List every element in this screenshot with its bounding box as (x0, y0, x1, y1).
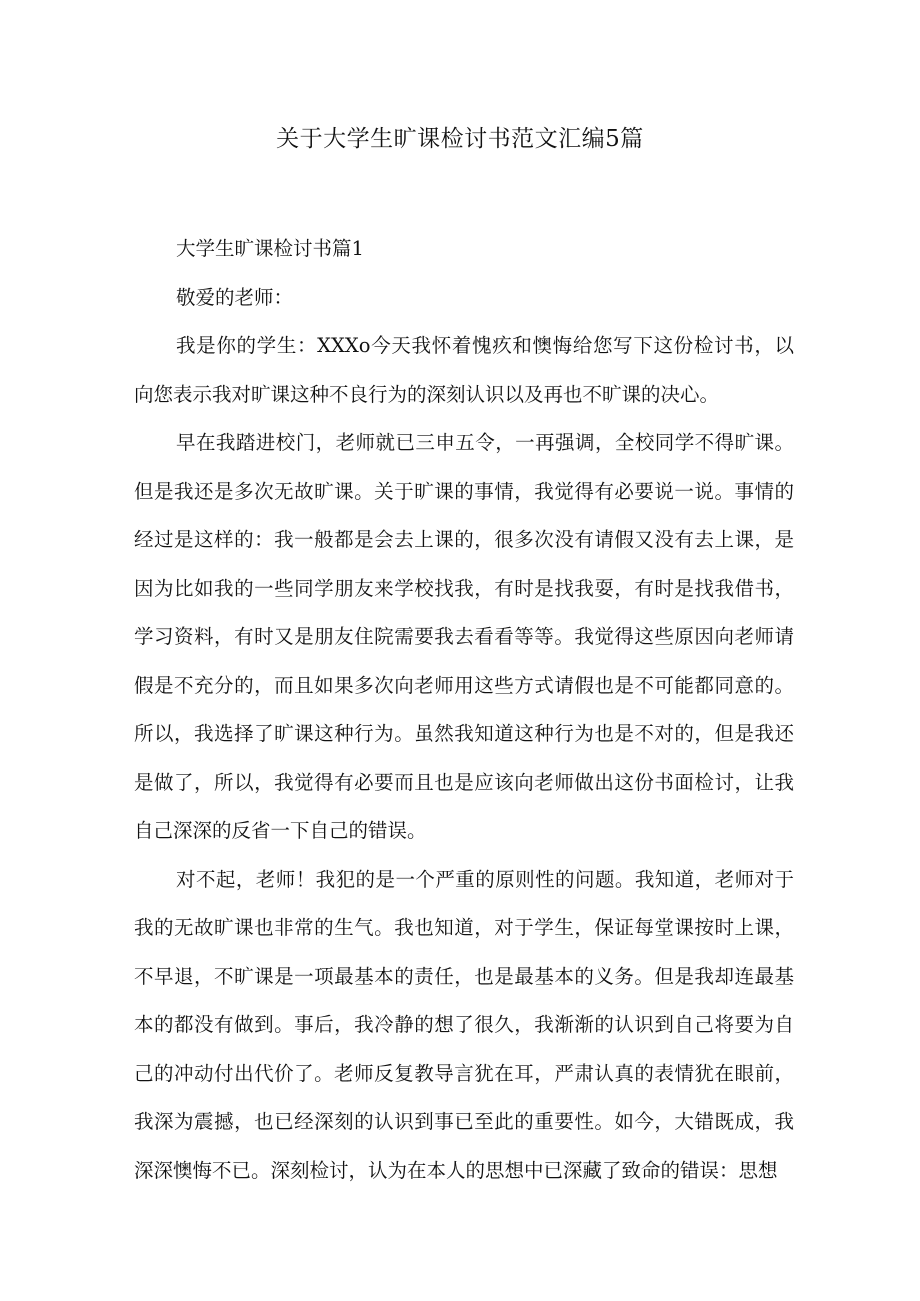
document-title: 关于大学生旷课检讨书范文汇编5篇 (276, 126, 644, 152)
document-body (134, 225, 794, 1195)
salutation: 敬爱的老师： (176, 285, 294, 309)
body-paragraph-background: 早在我踏进校门，老师就已三申五令，一再强调，全校同学不得旷课。但是我还是多次无故旷课。关于旷课的事情，我觉得有必要说一说。事情的经过是这样的：我一般都是会去上课的，很多次没有请假又没有去上课，是因为比如我的一些同学朋友来学校找我，有时是找我耍，有时是找我借书，学习资料，有时又是朋友住院需要我去看看等等。我觉得这些原因向老师请假是不充分的，而且如果多次向老师用这些方式请假也是不可能都同意的。所以，我选择了旷课这种行为。虽然我知道这种行为也是不对的，但是我还是做了，所以，我觉得有必要而且也是应该向老师做出这份书面检讨，让我自己深深的反省一下自己的错误。 (134, 431, 794, 842)
body-paragraph-intro: 我是你的学生：XXXo今天我怀着愧疚和懊悔给您写下这份检讨书，以向您表示我对旷课这种不良行为的深刻认识以及再也不旷课的决心。 (134, 334, 794, 406)
body-paragraph-apology: 对不起，老师！我犯的是一个严重的原则性的问题。我知道，老师对于我的无故旷课也非常的生气。我也知道，对于学生，保证每堂课按时上课，不早退，不旷课是一项最基本的责任，也是最基本的义务。但是我却连最基本的都没有做到。事后，我冷静的想了很久，我渐渐的认识到自己将要为自己的冲动付出代价了。老师反复教导言犹在耳，严肃认真的表情犹在眼前，我深为震撼，也已经深刻的认识到事已至此的重要性。如今，大错既成，我深深懊悔不已。深刻检讨，认为在本人的思想中已深藏了致命的错误：思想 (134, 867, 794, 1182)
section-heading: 大学生旷课检讨书篇1 (176, 237, 364, 260)
